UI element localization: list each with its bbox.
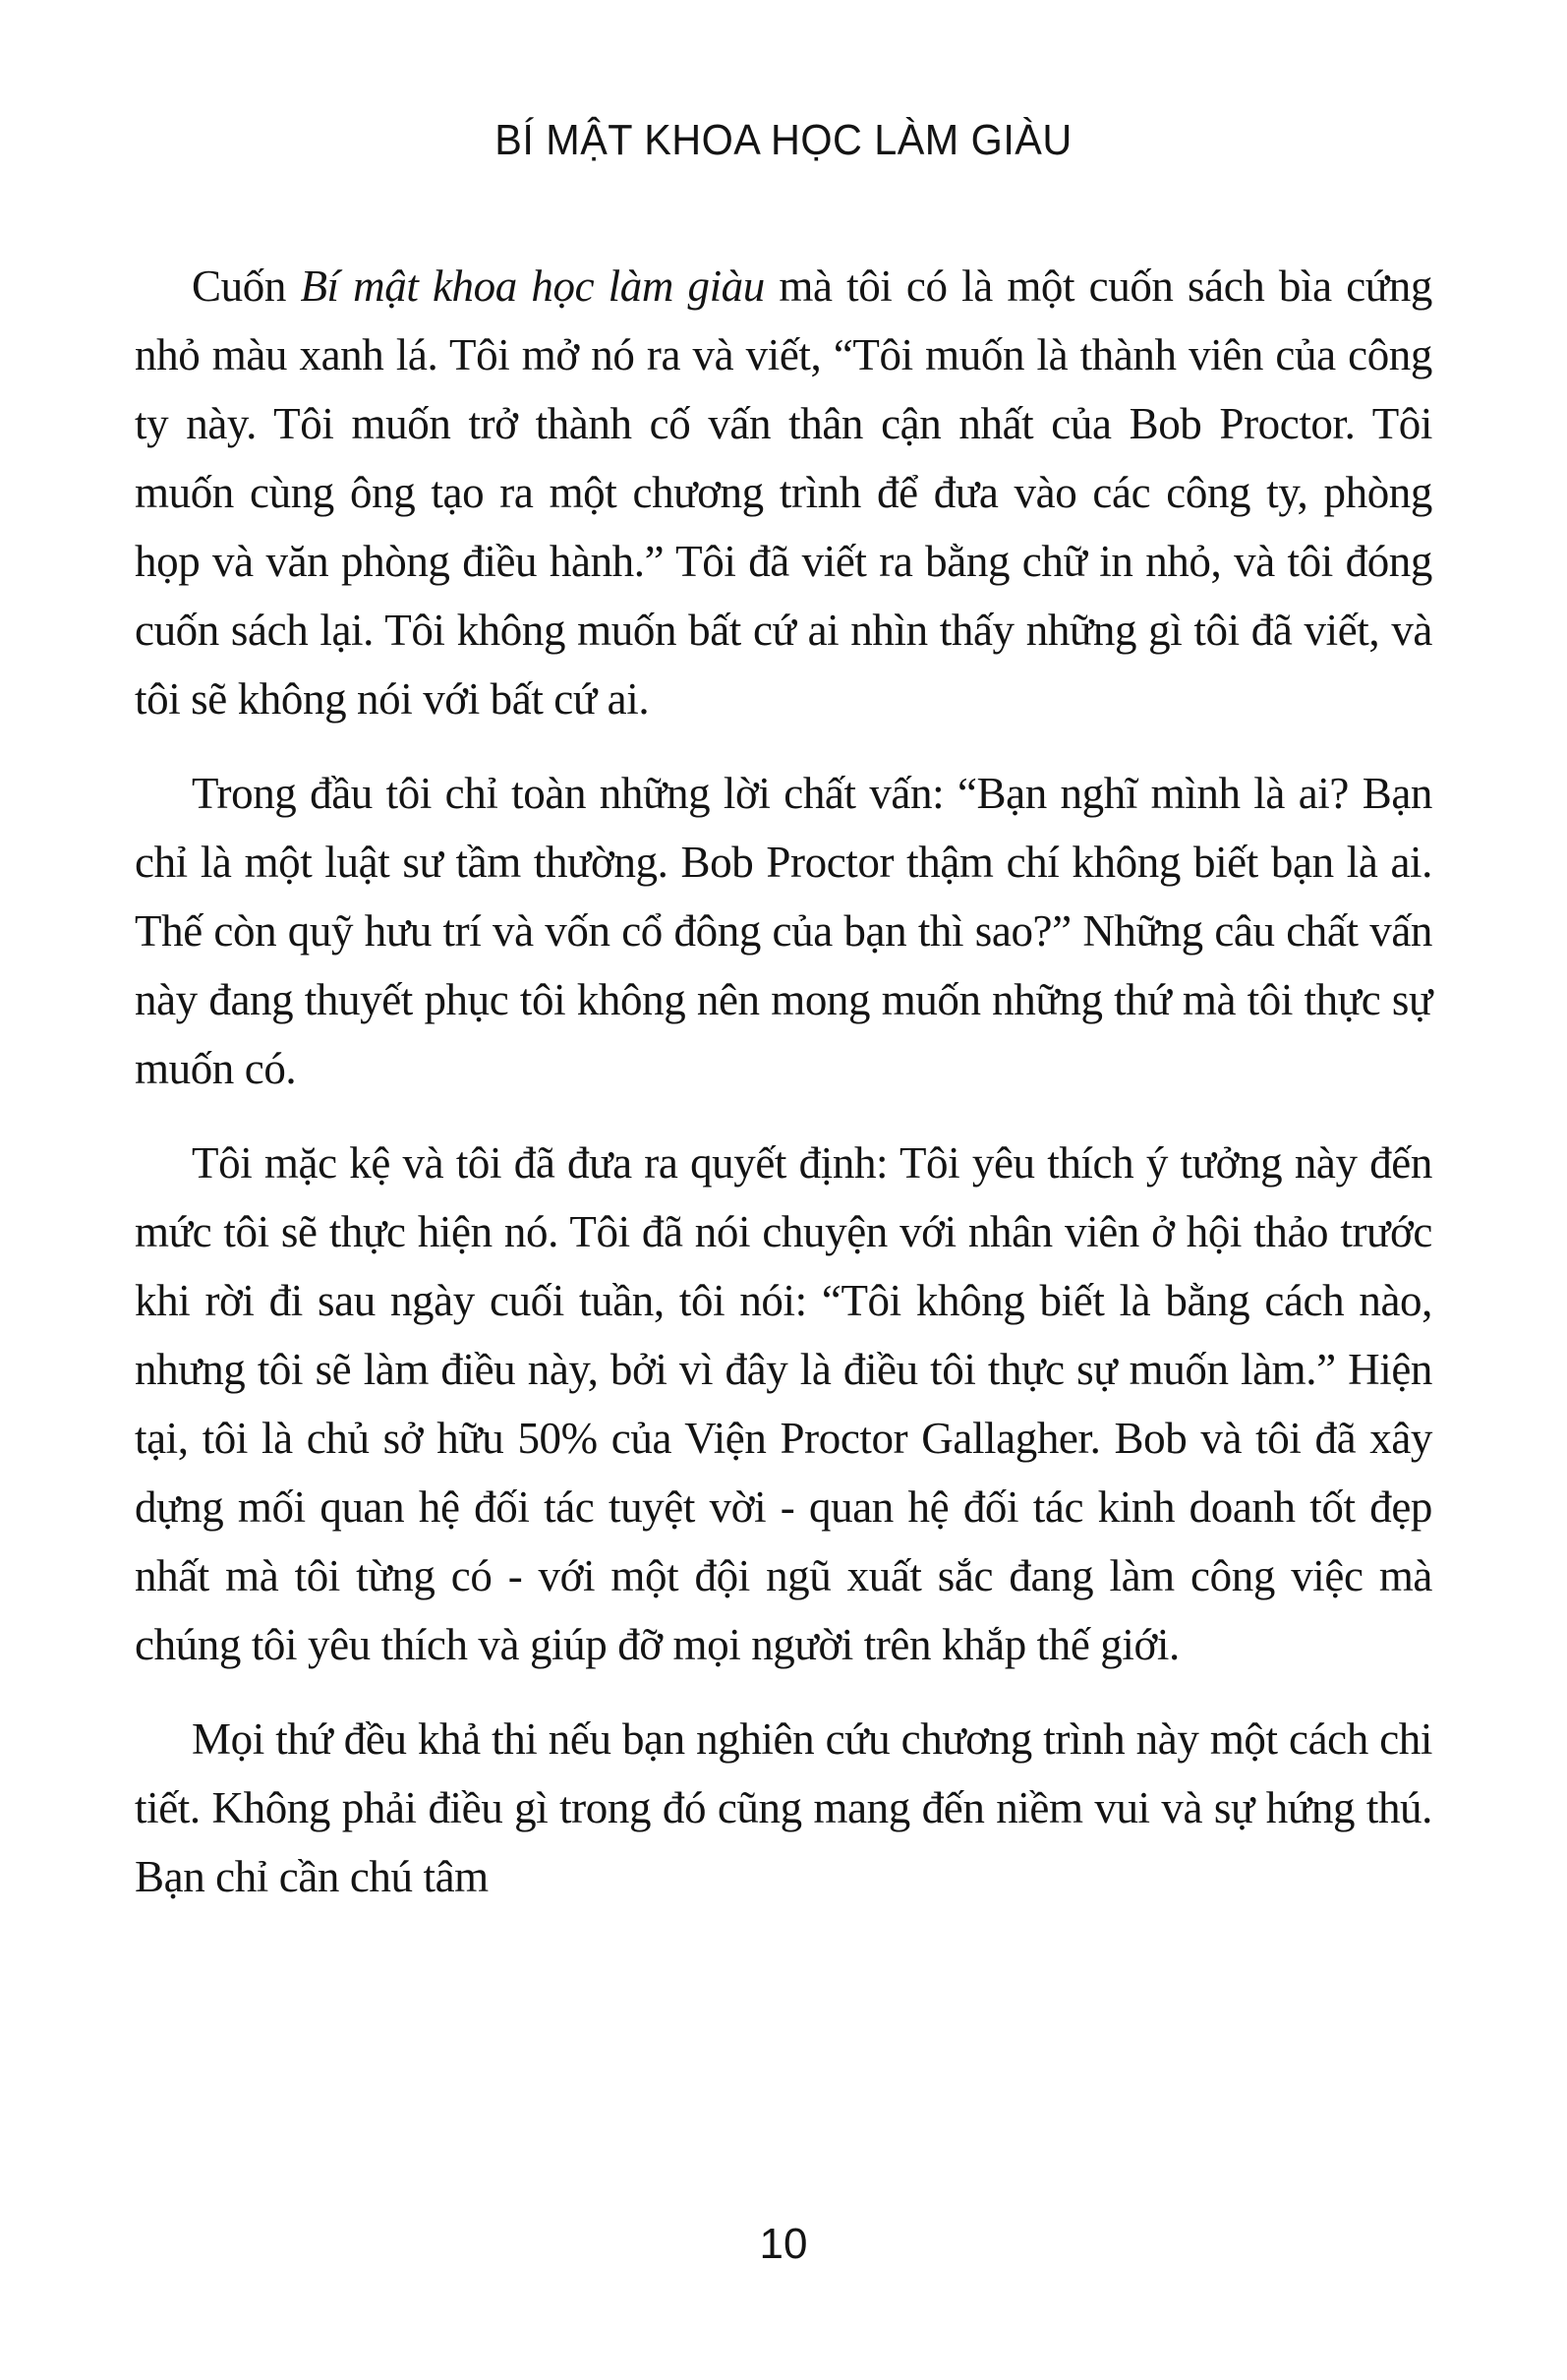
paragraph-text: Tôi mặc kệ và tôi đã đưa ra quyết định: Tôi yêu thích ý tưởng này đến mức tôi sẽ thực hiện nó. Tôi đã nói chuyện với nhân viên ở hội thảo trước khi rời đi sau ngày cuối tuần, tôi nói: “Tôi không biết là bằng cách nào, nhưng tôi sẽ làm điều này, bởi vì đây là điều tôi thực sự muốn làm.” Hiện tại, tôi là chủ sở hữu 50% của Viện Proctor Gallagher. Bob và tôi đã xây dựng mối quan hệ đối tác tuyệt vời - quan hệ đối tác kinh doanh tốt đẹp nhất mà tôi từng có - với một đội ngũ xuất sắc đang làm công việc mà chúng tôi yêu thích và giúp đỡ mọi người trên khắp thế giới. xyxy=(135,1138,1432,1669)
paragraph xyxy=(135,1129,1432,1679)
paragraph-text: Trong đầu tôi chỉ toàn những lời chất vấn: “Bạn nghĩ mình là ai? Bạn chỉ là một luật sư tầm thường. Bob Proctor thậm chí không biết bạn là ai. Thế còn quỹ hưu trí và vốn cổ đông của bạn thì sao?” Những câu chất vấn này đang thuyết phục tôi không nên mong muốn những thứ mà tôi thực sự muốn có. xyxy=(135,769,1432,1093)
paragraph-text: Mọi thứ đều khả thi nếu bạn nghiên cứu chương trình này một cách chi tiết. Không phải điều gì trong đó cũng mang đến niềm vui và sự hứng thú. Bạn chỉ cần chú tâm xyxy=(135,1714,1432,1901)
running-header: BÍ MẬT KHOA HỌC LÀM GIÀU xyxy=(494,116,1073,164)
paragraph xyxy=(135,252,1432,733)
paragraph xyxy=(135,1705,1432,1911)
page-number: 10 xyxy=(759,2220,808,2268)
body-text xyxy=(135,252,1432,1911)
paragraph-text: Cuốn xyxy=(192,261,301,311)
paragraph-text: mà tôi có là một cuốn sách bìa cứng nhỏ màu xanh lá. Tôi mở nó ra và viết, “Tôi muốn là thành viên của công ty này. Tôi muốn trở thành cố vấn thân cận nhất của Bob Proctor. Tôi muốn cùng ông tạo ra một chương trình để đưa vào các công ty, phòng họp và văn phòng điều hành.” Tôi đã viết ra bằng chữ in nhỏ, và tôi đóng cuốn sách lại. Tôi không muốn bất cứ ai nhìn thấy những gì tôi đã viết, và tôi sẽ không nói với bất cứ ai. xyxy=(135,261,1432,724)
paragraph xyxy=(135,759,1432,1103)
book-title-italic: Bí mật khoa học làm giàu xyxy=(300,261,765,311)
